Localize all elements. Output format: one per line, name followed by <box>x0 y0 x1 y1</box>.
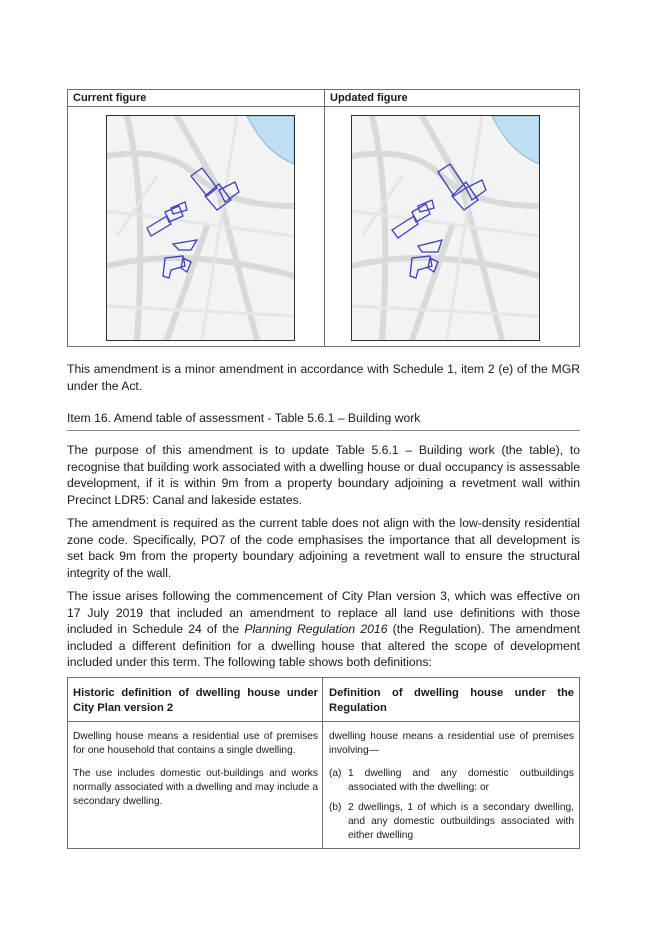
historic-definition-text: Dwelling house means a residential use of premises for one household that contains a single dwelling. <box>73 731 318 756</box>
current-figure-header: Current figure <box>73 92 147 104</box>
item-text: 2 dwellings, 1 of which is a secondary dwelling, and any domestic outbuildings associated with either dwelling <box>348 802 574 841</box>
updated-figure-map <box>351 115 540 341</box>
definition-item-a <box>329 767 574 795</box>
regulation-title: Planning Regulation 2016 <box>244 622 388 636</box>
figure-comparison-table <box>67 89 580 347</box>
item-heading: Item 16. Amend table of assessment - Table 5.6.1 – Building work <box>67 411 421 425</box>
minor-amendment-paragraph: This amendment is a minor amendment in accordance with Schedule 1, item 2 (e) of the MGR under the Act. <box>67 362 580 393</box>
required-paragraph: The amendment is required as the current table does not align with the low-density residential zone code. Specifically, PO7 of the code emphasises the importance that all development is set back 9m from the property boundary adjoining a revetment wall to ensure the structural integrity of the wall. <box>67 516 580 580</box>
issue-paragraph <box>67 588 580 671</box>
table-divider <box>322 678 323 848</box>
purpose-paragraph: The purpose of this amendment is to update Table 5.6.1 – Building work (the table), to recognise that building work associated with a dwelling house or dual occupancy is assessable development, if it is within 9m from a property boundary adjoining a revetment wall within Precinct LDR5: Canal and lakeside estates. <box>67 443 580 507</box>
table-divider <box>68 106 579 107</box>
updated-figure-header: Updated figure <box>330 92 408 104</box>
definitions-table <box>67 677 580 849</box>
issue-text: The issue arises following the commencement of City Plan version 3, which was effective on 17 July 2019 that included an amendment to replace all land use definitions with those included in Schedule 24 of the <box>67 589 580 636</box>
historic-definition-text: The use includes domestic out-buildings and works normally associated with a dwelling and may include a secondary dwelling. <box>73 768 318 807</box>
item-marker: (a) <box>329 768 342 779</box>
table-divider <box>68 721 579 722</box>
item-marker: (b) <box>329 802 342 813</box>
issue-text: (the Regulation). The amendment included a different definition for a dwelling house that altered the scope of development included under this term. The following table shows both definitions: <box>67 622 581 669</box>
heading-rule <box>67 430 580 431</box>
item-text: 1 dwelling and any domestic outbuildings associated with the dwelling: or <box>348 768 574 793</box>
historic-definition-header: Historic definition of dwelling house under City Plan version 2 <box>73 687 318 714</box>
table-divider <box>324 90 325 346</box>
regulation-definition-intro: dwelling house means a residential use of premises involving— <box>329 731 574 756</box>
regulation-definition-header: Definition of dwelling house under the Regulation <box>329 687 574 714</box>
current-figure-map <box>106 115 295 341</box>
definition-item-b <box>329 801 574 843</box>
